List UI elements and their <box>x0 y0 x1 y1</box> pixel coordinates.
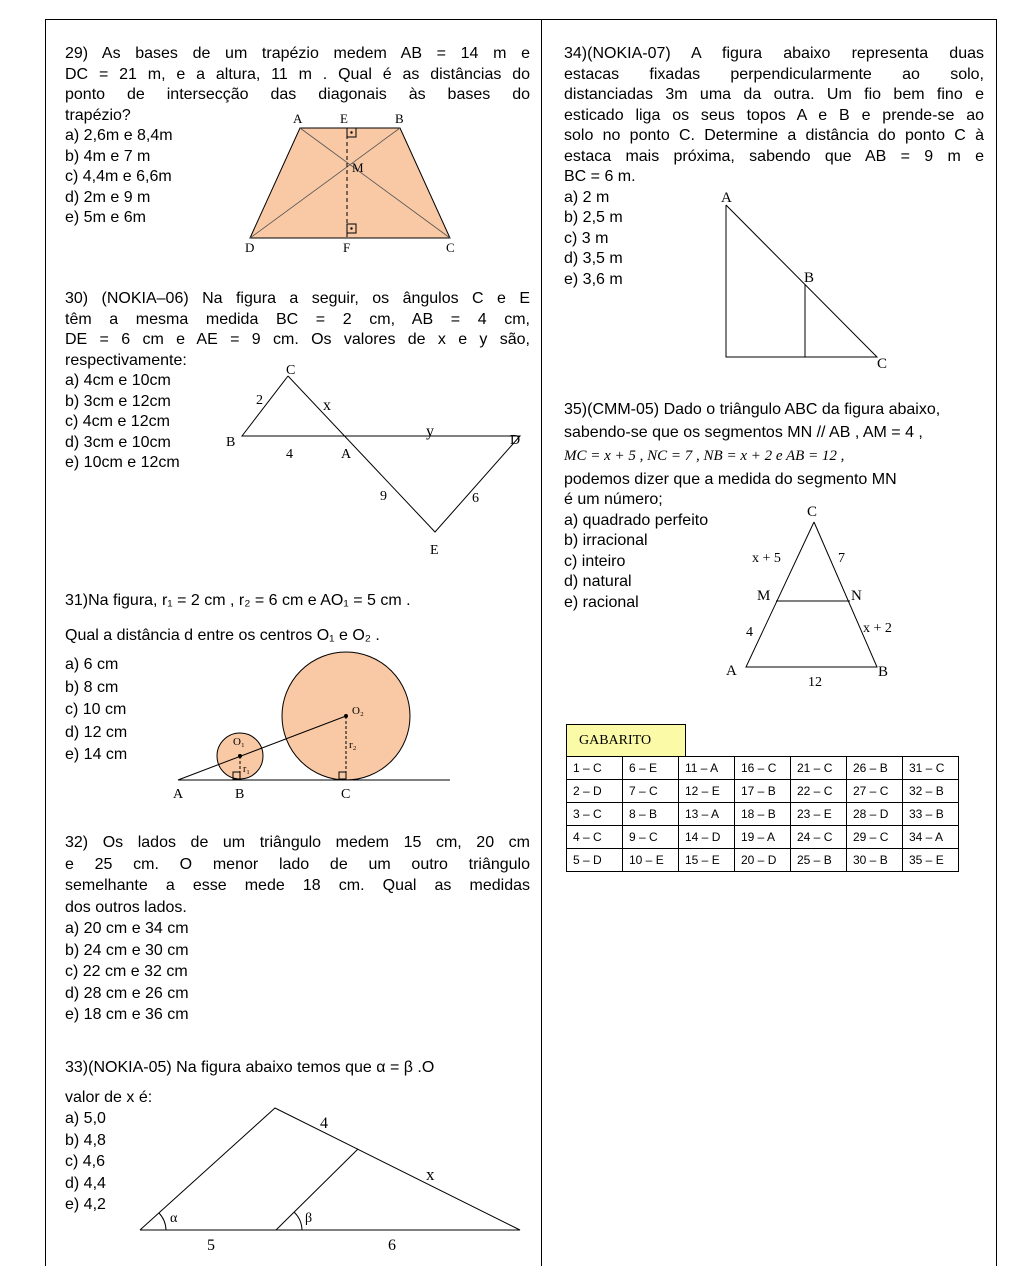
q29-option-b: b) 4m e 7 m <box>65 147 151 165</box>
gabarito-cell: 9 – C <box>623 826 679 849</box>
q30-option-d: d) 3cm e 10cm <box>65 433 171 451</box>
gabarito-row <box>567 849 959 872</box>
q33-option-a: a) 5,0 <box>65 1110 106 1127</box>
gabarito-cell: 2 – D <box>567 780 623 803</box>
q29-line: ponto de intersecção das diagonais às bases do <box>65 86 530 103</box>
label-A: A <box>293 111 303 126</box>
label-4: 4 <box>320 1115 328 1132</box>
label-4: 4 <box>286 447 293 462</box>
column-divider <box>541 19 542 1266</box>
gabarito-cell: 15 – E <box>679 849 735 872</box>
q31-option-d: d) 12 cm <box>65 723 128 741</box>
q35-option-a: a) quadrado perfeito <box>564 511 709 529</box>
label-A: A <box>726 663 737 679</box>
angle-beta-arc <box>294 1212 302 1230</box>
q29-option-e: e) 5m e 6m <box>65 209 146 226</box>
label-7: 7 <box>838 551 845 566</box>
q33-option-d: d) 4,4 <box>65 1174 106 1192</box>
gabarito-cell: 27 – C <box>847 780 903 803</box>
q30-option-e: e) 10cm e 12cm <box>65 454 180 471</box>
label-r1: r₁ <box>243 764 250 775</box>
label-D: D <box>245 240 255 255</box>
q29-option-d: d) 2m e 9 m <box>65 188 151 206</box>
label-C: C <box>807 504 818 520</box>
q34-line: 34)(NOKIA-07) A figura abaixo representa duas <box>564 45 984 62</box>
q30-line: têm a mesma medida BC = 2 cm, AB = 4 cm, <box>65 310 530 328</box>
label-N: N <box>851 588 862 604</box>
q35-line: sabendo-se que os segmentos MN // AB , AM = 4 , <box>564 423 923 441</box>
gabarito-table <box>566 756 959 872</box>
q33-line: 33)(NOKIA-05) Na figura abaixo temos que α = β .O <box>65 1059 435 1076</box>
q29-line: DC = 21 m, e a altura, 11 m . Qual é as distâncias do <box>65 65 530 83</box>
gabarito-cell: 28 – D <box>847 803 903 826</box>
q34-line: esticado liga os seus topos A e B e prende-se ao <box>564 106 984 124</box>
gabarito-cell: 6 – E <box>623 757 679 780</box>
gabarito-cell: 21 – C <box>791 757 847 780</box>
circles-figure <box>170 645 460 805</box>
gabarito-cell: 3 – C <box>567 803 623 826</box>
q31-line: 31)Na figura, r₁ = 2 cm , r₂ = 6 cm e AO₁ = 5 cm . <box>65 592 411 609</box>
gabarito-cell: 31 – C <box>903 757 959 780</box>
gabarito-cell: 23 – E <box>791 803 847 826</box>
q32-option-a: a) 20 cm e 34 cm <box>65 920 189 937</box>
gabarito-cell: 11 – A <box>679 757 735 780</box>
gabarito-row <box>567 780 959 803</box>
label-B: B <box>226 435 236 450</box>
label-D: D <box>510 433 521 448</box>
parallel-segment <box>276 1149 358 1230</box>
q35-option-c: c) inteiro <box>564 552 626 570</box>
label-M: M <box>757 588 771 604</box>
q34-line: estacas fixadas perpendicularmente ao solo, <box>564 65 984 83</box>
q35-option-e: e) racional <box>564 593 639 611</box>
q35-option-b: b) irracional <box>564 532 648 549</box>
label-C: C <box>286 363 296 378</box>
q34-option-e: e) 3,6 m <box>564 270 623 288</box>
triangle-alpha-beta-figure <box>130 1100 530 1260</box>
q32-option-e: e) 18 cm e 36 cm <box>65 1006 189 1023</box>
gabarito-cell: 17 – B <box>735 780 791 803</box>
gabarito-cell: 24 – C <box>791 826 847 849</box>
q34-line: estaca mais próxima, sabendo que AB = 9 m e <box>564 147 984 165</box>
gabarito-cell: 14 – D <box>679 826 735 849</box>
label-A: A <box>173 787 184 802</box>
q35-line: é um número; <box>564 491 663 508</box>
gabarito-cell: 19 – A <box>735 826 791 849</box>
label-B: B <box>235 787 245 802</box>
stakes-figure <box>715 185 905 375</box>
label-B: B <box>878 664 889 680</box>
gabarito-cell: 5 – D <box>567 849 623 872</box>
gabarito-cell: 22 – C <box>791 780 847 803</box>
bowtie-lines <box>242 376 520 532</box>
q29-line: trapézio? <box>65 106 131 124</box>
label-B: B <box>395 111 404 126</box>
label-5: 5 <box>207 1237 215 1254</box>
q31-option-e: e) 14 cm <box>65 746 128 763</box>
label-B: B <box>804 270 815 286</box>
trapezoid-shape <box>250 128 450 238</box>
label-E: E <box>340 111 348 126</box>
q35-option-d: d) natural <box>564 573 632 590</box>
q31-option-a: a) 6 cm <box>65 656 119 673</box>
gabarito-cell: 20 – D <box>735 849 791 872</box>
q35-line: 35)(CMM-05) Dado o triângulo ABC da figura abaixo, <box>564 401 941 418</box>
label-C: C <box>341 787 351 802</box>
q32-option-b: b) 24 cm e 30 cm <box>65 941 189 959</box>
label-beta: β <box>305 1211 313 1226</box>
bowtie-figure <box>220 360 540 560</box>
gabarito-cell: 29 – C <box>847 826 903 849</box>
triangle-mn-figure <box>720 500 910 692</box>
gabarito-cell: 34 – A <box>903 826 959 849</box>
label-12: 12 <box>808 675 822 690</box>
gabarito-cell: 32 – B <box>903 780 959 803</box>
q34-option-d: d) 3,5 m <box>564 250 623 267</box>
q33-line: valor de x é: <box>65 1088 153 1106</box>
q32-line: 32) Os lados de um triângulo medem 15 cm, 20 cm <box>65 834 530 851</box>
label-O1: O₁ <box>233 736 245 748</box>
q30-line: DE = 6 cm e AE = 9 cm. Os valores de x e y são, <box>65 331 530 348</box>
q34-option-b: b) 2,5 m <box>564 209 623 226</box>
gabarito-cell: 16 – C <box>735 757 791 780</box>
gabarito-cell: 8 – B <box>623 803 679 826</box>
gabarito-cell: 30 – B <box>847 849 903 872</box>
gabarito-cell: 4 – C <box>567 826 623 849</box>
q34-line: BC = 6 m. <box>564 168 636 185</box>
q35-line: MC = x + 5 , NC = 7 , NB = x + 2 e AB = 12 , <box>564 448 845 464</box>
q31-option-c: c) 10 cm <box>65 701 127 718</box>
gabarito-cell: 35 – E <box>903 849 959 872</box>
label-M: M <box>352 160 364 175</box>
label-C: C <box>446 240 455 255</box>
gabarito-cell: 13 – A <box>679 803 735 826</box>
label-E: E <box>430 543 439 558</box>
trapezoid-figure <box>230 108 480 258</box>
gabarito-cell: 26 – B <box>847 757 903 780</box>
gabarito-cell: 33 – B <box>903 803 959 826</box>
q33-option-e: e) 4,2 <box>65 1196 106 1213</box>
label-y: y <box>426 423 434 440</box>
q31-line: Qual a distância d entre os centros O₁ e O₂ . <box>65 626 380 644</box>
question-32 <box>65 833 530 1026</box>
gabarito-cell: 1 – C <box>567 757 623 780</box>
gabarito-cell: 25 – B <box>791 849 847 872</box>
q30-line: respectivamente: <box>65 351 187 369</box>
gabarito-cell: 10 – E <box>623 849 679 872</box>
angle-alpha-arc <box>159 1213 166 1230</box>
q33-option-b: b) 4,8 <box>65 1131 106 1149</box>
label-x: x <box>426 1165 435 1184</box>
gabarito-cell: 18 – B <box>735 803 791 826</box>
large-triangle <box>140 1108 520 1230</box>
label-C: C <box>877 356 888 372</box>
q33-option-c: c) 4,6 <box>65 1153 106 1170</box>
label-F: F <box>343 240 351 255</box>
q30-line: 30) (NOKIA–06) Na figura a seguir, os ângulos C e E <box>65 290 530 307</box>
q29-option-c: c) 4,4m e 6,6m <box>65 168 172 185</box>
gabarito-row <box>567 757 959 780</box>
stakes-triangle <box>726 205 877 357</box>
label-4: 4 <box>746 625 753 640</box>
q29-line: 29) As bases de um trapézio medem AB = 14 m e <box>65 45 530 62</box>
q32-option-d: d) 28 cm e 26 cm <box>65 984 189 1002</box>
gabarito-cell: 7 – C <box>623 780 679 803</box>
q30-option-c: c) 4cm e 12cm <box>65 413 170 430</box>
label-2: 2 <box>256 393 263 408</box>
label-alpha: α <box>170 1211 178 1226</box>
gabarito-row <box>567 826 959 849</box>
gabarito-title: GABARITO <box>566 724 686 757</box>
q32-option-c: c) 22 cm e 32 cm <box>65 963 188 980</box>
q34-option-c: c) 3 m <box>564 229 609 247</box>
gabarito-row <box>567 803 959 826</box>
q34-line: solo no ponto C. Determine a distância do ponto C à <box>564 127 984 144</box>
q29-option-a: a) 2,6m e 8,4m <box>65 127 173 144</box>
label-6: 6 <box>388 1237 396 1254</box>
label-6: 6 <box>472 491 479 506</box>
label-x: x <box>323 397 331 414</box>
label-A: A <box>341 447 352 462</box>
label-x2: x + 2 <box>863 621 892 636</box>
q34-line: distanciadas 3m uma da outra. Um fio bem fino e <box>564 86 984 103</box>
q30-option-a: a) 4cm e 10cm <box>65 372 171 389</box>
q32-line: e 25 cm. O menor lado de um outro triângulo <box>65 855 530 873</box>
q35-line: podemos dizer que a medida do segmento MN <box>564 470 897 488</box>
q32-line: semelhante a esse mede 18 cm. Qual as medidas <box>65 877 530 894</box>
label-A: A <box>721 190 732 206</box>
label-O2: O₂ <box>352 705 364 717</box>
gabarito-cell: 12 – E <box>679 780 735 803</box>
label-9: 9 <box>380 489 387 504</box>
label-x5: x + 5 <box>752 551 781 566</box>
label-r2: r₂ <box>349 739 357 751</box>
q30-option-b: b) 3cm e 12cm <box>65 392 171 410</box>
q32-line: dos outros lados. <box>65 898 187 916</box>
q34-option-a: a) 2 m <box>564 188 610 206</box>
q31-option-b: b) 8 cm <box>65 678 119 696</box>
